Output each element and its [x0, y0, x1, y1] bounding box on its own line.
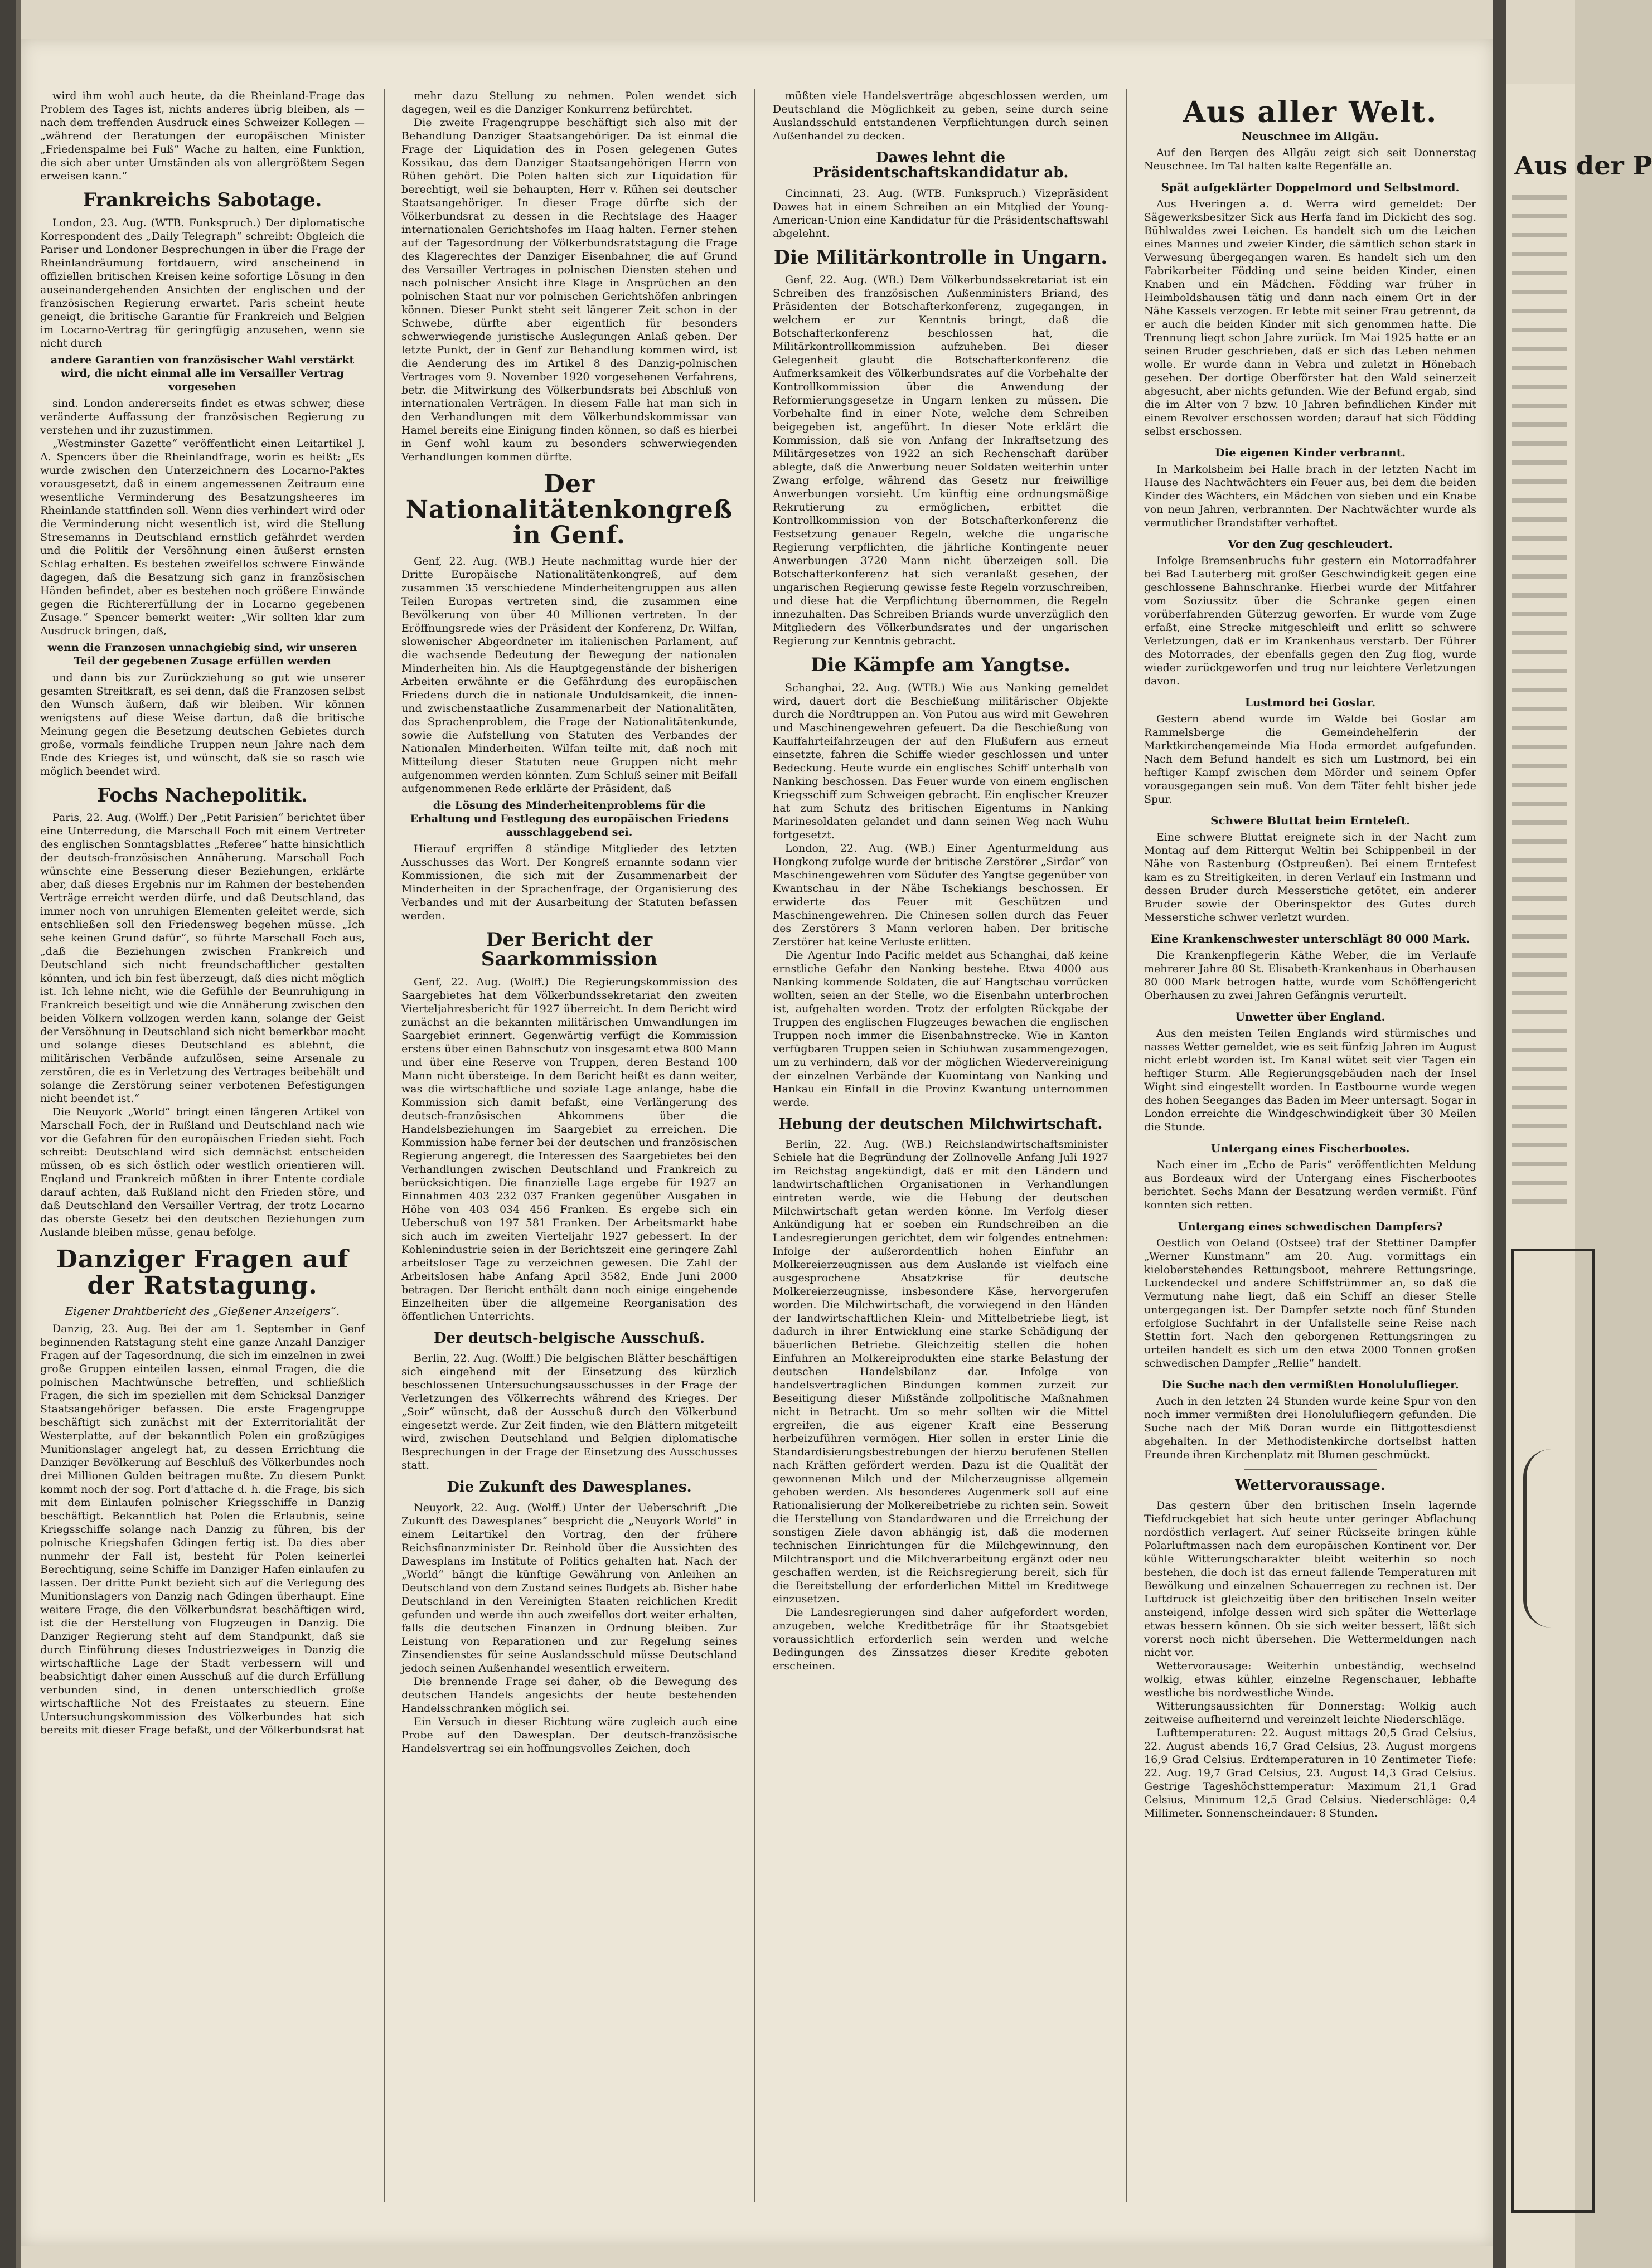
column-rule [754, 89, 755, 2202]
article-text: Neuyork, 22. Aug. (Wolff.) Unter der Ueberschrift „Die Zukunft des Dawesplanes“ bespricht die „Neuyork World“ in einem Leitartikel den Vortrag, den der frühere Reichsfinanzminister Dr. Reinhold über die Aussichten des Dawesplans im Institute of Politics gehalten hat. Nach der „World“ hängt die künftige Gewährung von Anleihen an Deutschland von dem Zustand seines Budgets ab. Bisher habe Deutschland in den Vereinigten Staaten reichlichen Kredit gefunden und werde ihn auch zweifellos dort weiter erhalten, falls die deutschen Finanzen in Ordnung bleiben. Zur Leistung von Reparationen und zur Regelung seines Zinsendienstes für seine Auslandsschuld müsse Deutschland jedoch seinen Außenhandel wesentlich erweitern. [401, 1501, 737, 1674]
article-text: London, 22. Aug. (WB.) Einer Agenturmeldung aus Hongkong zufolge wurde der britische Zerstörer „Sirdar“ von Maschinengewehren vom Südufer des Yangtse gegenüber von Kwantschau in der Nähe Tschekiangs beschossen. Er erwiderte das Feuer mit Geschützen und Maschinengewehren. Die Chinesen sollen durch das Feuer des Zerstörers 3 Mann verloren haben. Der britische Zerstörer hat keine Verluste erlitten. [773, 842, 1108, 948]
adjacent-page-fragment [1506, 84, 1652, 2268]
weather-text: Das gestern über den britischen Inseln lagernde Tiefdruckgebiet hat sich heute unter geringer Abflachung nordöstlich verlagert. Auf seiner Rückseite bringen kühle Polarluftmassen nach dem europäischen Kontinent vor. Der kühle Witterungscharakter bleibt weiterhin so noch bestehen, die doch ist das erneut fallende Temperaturen mit Bewölkung und einzelnen Schauerregen zu rechnen ist. Der Luftdruck ist gleichzeitig über den britischen Inseln weiter ansteigend, infolge dessen wird sich später die Wetterlage etwas bessern können. Ob sie sich weiter bessert, läßt sich vorerst noch nicht übersehen. Die Wettermeldungen nach nicht vor. [1144, 1499, 1476, 1659]
article-text: Paris, 22. Aug. (Wolff.) Der „Petit Parisien“ berichtet über eine Unterredung, die Marschall Foch mit einem Vertreter des englischen Sonntagsblattes „Referee“ hatte hinsichtlich der deutsch-französischen Annäherung. Marschall Foch wünschte eine Besserung dieser Beziehungen, erklärte aber, daß dieses Ergebnis nur im Rahmen der bestehenden Verträge erreicht werden dürfe, und daß Deutschland, das immer noch von unruhigen Elementen geleitet werde, sich entschließen soll den Friedensweg begehen müsse. „Ich sehe keinen Grund dafür“, so führte Marschall Foch aus, „daß die Beziehungen zwischen Frankreich und Deutschland sich nicht freundschaftlicher gestalten könnten, und ich bin fest überzeugt, daß dies nicht möglich ist. Ich lehne nicht, wie die Gefühle der Beunruhigung in Frankreich beseitigt und wie die Annäherung zwischen den beiden Völkern vollzogen werden kann, solange der Geist der Versöhnung in Deutschland sich nicht bemerkbar macht und solange dieses Deutschland es ablehnt, die militärischen Verbände aufzulösen, seine Arsenale zu zerstören, die es in Verletzung des Vertrages beibehält und solange die Zerstörung seiner verbotenen Befestigungen nicht beendet ist.“ [40, 812, 365, 1105]
article-text: Berlin, 22. Aug. (WB.) Reichslandwirtschaftsminister Schiele hat die Begründung der Zollnovelle Anfang Juli 1927 im Reichstag angekündigt, daß er mit den Ländern und landwirtschaftlichen Organisationen in Verhandlungen eintreten werde, wie die Hebung der deutschen Milchwirtschaft getan werden könne. Im Verfolg dieser Ankündigung hat er soeben ein Rundschreiben an die Landesregierungen gerichtet, dem wir folgendes entnehmen: Infolge der außerordentlich hohen Einfuhr an Molkereierzeugnissen aus dem Auslande ist vielfach eine ausgesprochene Absatzkrise für deutsche Molkereierzeugnisse, insbesondere Käse, hervorgerufen worden. Die Milchwirtschaft, die vorwiegend in den Händen der landwirtschaftlichen Klein- und Mittelbetriebe liegt, ist dadurch in ihrer Entwicklung eine starke Schädigung der bäuerlichen Betriebe. Gleichzeitig stellen die hohen Einfuhren an Molkereiprodukten eine starke Belastung der deutschen Handelsbilanz dar. Infolge von handelsvertraglichen Bindungen kommen zurzeit zur Beseitigung dieser Mißstände zollpolitische Maßnahmen nicht in Betracht. Um so mehr sollten wir die Mittel ergreifen, die aus eigener Kraft eine Besserung herbeizuführen vermögen. Hier sollen in erster Linie die Standardisierungsbestrebungen der hierzu berufenen Stellen nach Kräften gefördert werden. Dazu ist die Qualität der gewonnenen Milch und der Milcherzeugnisse allgemein gehoben werden. Als besonderes Augenmerk soll auf eine Rationalisierung der Molkereibetriebe zu richten sein. Soweit die Herstellung von Standardwaren und die Erreichung der sonstigen Ziele davon abhängig ist, daß die modernen technischen Einrichtungen für die Milchgewinnung, den Milchtransport und die Milchverarbeitung ergänzt oder neu geschaffen werden, ist die Reichsregierung bereit, sich für die Bereitstellung der erforderlichen Mittel im Kreditwege einzusetzen. [773, 1138, 1108, 1606]
article-text: sind. London andererseits findet es etwas schwer, diese veränderte Auffassung der französischen Regierung zu verstehen und ihr zuzustimmen. [40, 397, 365, 436]
news-item-heading: Schwere Bluttat beim Ernteleft. [1210, 814, 1410, 827]
article-text: Die Neuyork „World“ bringt einen längeren Artikel von Marschall Foch, der in Rußland und Deutschland nach wie vor die Gefahren für den europäischen Frieden sieht. Foch schreibt: Deutschland wird sich demnächst entscheiden müssen, ob es sich östlich oder westlich orientieren will. England und Frankreich müßten in ihrer Entente cordiale darauf achten, daß Rußland nicht den Frieden störe, und daß Deutschland den Versailler Vertrag, der trotz Locarno das oberste Gesetz bei den deutschen Beziehungen zum Auslande bleiben müsse, genau befolge. [40, 1106, 365, 1239]
article-text: Auf den Bergen des Allgäu zeigt sich seit Donnerstag Neuschnee. Im Tal halten kalte Regenfälle an. [1144, 147, 1476, 172]
weather-heading: Wettervoraussage. [1235, 1477, 1385, 1494]
column-4 [1144, 89, 1476, 2202]
article-headline: Hebung der deutschen Milchwirtschaft. [778, 1115, 1103, 1133]
section-banner: Aus aller Welt. [1183, 95, 1438, 129]
binding-edge [0, 0, 21, 2268]
article-headline: Danziger Fragen auf der Ratstagung. [56, 1245, 349, 1300]
news-item-heading: Spät aufgeklärter Doppelmord und Selbstmord. [1161, 181, 1460, 194]
article-text: Schanghai, 22. Aug. (WTB.) Wie aus Nanking gemeldet wird, dauert dort die Beschießung militärischer Objekte durch die Nordtruppen an. Von Putou aus wird mit Gewehren und Maschinengewehren gefeuert. Da die Beschießung von Kauffahrteifahrzeugen der auf den Flußufern aus erneut einsetzte, fahren die Schiffe wieder geschlossen und unter Bedeckung. Heute wurde ein englisches Schiff unterhalb von Nanking beschossen. Das Feuer wurde von einem englischen Kriegsschiff zum Schweigen gebracht. Ein englischer Kreuzer hat zum Schutz des britischen Eigentums in Nanking Marinesoldaten gelandet und dann seinen Weg nach Wuhu fortgesetzt. [773, 681, 1108, 841]
article-text: „Westminster Gazette“ veröffentlicht einen Leitartikel J. A. Spencers über die Rheinlandfrage, worin es heißt: „Es wurde zwischen den Unterzeichnern des Locarno-Paktes vorausgesetzt, daß in einem angemessenen Zeitraum eine wesentliche Verminderung des Besatzungsheeres im Rheinlande stattfinden soll. Wenn dies verhindert wird oder die Verminderung nicht wesentlich ist, wird die Stellung Stresemanns in Deutschland ernstlich gefährdet werden und die Politik der Versöhnung einen äußerst ernsten Schlag erhalten. Es bestehen zweifellos schwere Einwände dagegen, daß die Besatzung sich ganz in französischen Händen befindet, aber es bestehen noch größere Einwände gegen die Richtererfüllung der in Locarno gegebenen Zusage.“ Spencer bemerkt weiter: „Wir sollten klar zum Ausdruck bringen, daß, [40, 437, 365, 637]
article-text: London, 23. Aug. (WTB. Funkspruch.) Der diplomatische Korrespondent des „Daily Telegraph“ schreibt: Obgleich die Pariser und Londoner Besprechungen in über die Frage der Rheinlandräumung fortdauern, wird anscheinend in offiziellen britischen Kreisen keine sofortige Lösung in den auseinandergehenden Ansichten der englischen und der französischen Regierung erwartet. Paris scheint heute geneigt, die britische Garantie für Frankreich und Belgien im Locarno-Vertrag für geringfügig anzusehen, wenn sie nicht durch [40, 216, 365, 349]
article-text: Auch in den letzten 24 Stunden wurde keine Spur von den noch immer vermißten drei Honolulufliegern gefunden. Die Suche nach der Miß Doran wurde ein Bittgottesdienst abgehalten. In der Methodistenkirche dortselbst hatten Freunde ihren Kirchenplatz mit Blumen geschmückt. [1144, 1395, 1476, 1461]
news-item-heading: Unwetter über England. [1235, 1010, 1385, 1023]
article-text: Genf, 22. Aug. (WB.) Dem Völkerbundssekretariat ist ein Schreiben des französischen Außenministers Briand, des Präsidenten der Botschafterkonferenz, zugegangen, in welchem er zur Kenntnis bringt, daß die Botschafterkonferenz beschlossen hat, die Militärkontrollkommission aufzuheben. Bei dieser Gelegenheit glaubt die Botschafterkonferenz die Aufmerksamkeit des Völkerbundsrates auf die Vorbehalte der Kontrollkommission über die Anwendung der Reformierungsgesetze in Ungarn lenken zu müssen. Die Vorbehalte find in einer Note, welche dem Schreiben beigegeben ist, angeführt. In dieser Note erklärt die Kommission, daß sie von Anfang der Inkraftsetzung des Militärgesetzes von 1922 an sich Rechenschaft darüber ablegte, daß die Anwerbung neuer Soldaten weiterhin unter Zwang erfolge, während das Gesetz nur freiwillige Anwerbungen vorsieht. Um künftig eine ordnungsmäßige Rekrutierung zu ermöglichen, erbittet die Kontrollkommission von der Botschafterkonferenz die Festsetzung genauer Regeln, welche die ungarische Regierung verpflichten, die jährliche Kontingente neuer Anwerbungen 3720 Mann nicht überzeigen soll. Die Botschafterkonferenz hat sich veranlaßt gesehen, der ungarischen Regierung gewisse feste Regeln vorzuschreiben, und diese hat die Verpflichtung übernommen, die Regeln innezuhalten. Das Schreiben Briands wurde unverzüglich den Mitgliedern des Völkerbundsrates und der ungarischen Regierung zur Kenntnis gebracht. [773, 274, 1108, 648]
news-item-heading: Die Suche nach den vermißten Honoluluflieger. [1161, 1378, 1459, 1391]
news-item-heading: Die eigenen Kinder verbrannt. [1215, 446, 1406, 459]
emphasis-line: andere Garantien von französischer Wahl verstärkt wird, die nicht einmal alle im Versailler Vertrag vorgesehen [50, 353, 355, 393]
article-headline: Frankreichs Sabotage. [83, 189, 322, 211]
article-text: Genf, 22. Aug. (Wolff.) Die Regierungskommission des Saargebietes hat dem Völkerbundssekretariat den zweiten Vierteljahresbericht für 1927 überreicht. In dem Bericht wird zunächst an die bekannten militärischen Umwandlungen im Saargebiet erinnert. Gegenwärtig verfügt die Kommission erstens über einen Bahnschutz von insgesamt etwa 800 Mann und über eine Reserve von Truppen, deren Bestand 100 Mann nicht übersteige. In dem Bericht heißt es dann weiter, was die wirtschaftliche und soziale Lage anlange, habe die Kommission sich damit befaßt, eine Verlängerung des deutsch-französischen Abkommens über die Handelsbeziehungen im Saargebiet zu erreichen. Die Kommission habe ferner bei der deutschen und französischen Regierung angeregt, die Interessen des Saargebietes bei den Verhandlungen zwischen Deutschland und Frankreich zu berücksichtigen. Die finanzielle Lage ergebe für 1927 an Einnahmen 403 232 037 Franken gegenüber Ausgaben in Höhe von 403 034 456 Franken. Es ergebe sich ein Ueberschuß von 197 581 Franken. Der Arbeitsmarkt habe sich auch im zweiten Vierteljahr 1927 gebessert. In der Kohlenindustrie seien in der Berichtszeit eine geringere Zahl arbeitsloser Tage zu verzeichnen gewesen. Die Zahl der Arbeitslosen habe Anfang April 3582, Ende Juni 2000 betragen. Der Bericht enthält dann noch einige eingehende Einzelheiten über die allgemeine Reorganisation des öffentlichen Unterrichts. [401, 975, 737, 1323]
adjacent-page-ad-frame [1511, 1249, 1595, 2213]
article-text: Eine schwere Bluttat ereignete sich in der Nacht zum Montag auf dem Rittergut Weltin bei Schippenbeil in der Nähe von Rastenburg (Ostpreußen). Bei einem Erntefest kam es zu Streitigkeiten, in deren Verlauf ein Instmann und dessen Bruder durch Messerstiche getötet, ein anderer Bruder sowie der Oberinspektor des Gutes durch Messerstiche schwer verletzt wurden. [1144, 831, 1476, 924]
article-text: Aus Hveringen a. d. Werra wird gemeldet: Der Sägewerksbesitzer Sick aus Herfa fand im Dickicht des sog. Bühlwaldes zwei Leichen. Es handelt sich um die Leichen eines Mannes und zweier Kinder, die sämtlich schon stark in Verwesung übergegangen waren. Es handelt sich um den Fabrikarbeiter Födding und seine beiden Kinder, einen Knaben und ein Mädchen. Födding war früher in Heimboldshausen tätig und dann nach einem Ort in der Nähe Kassels verzogen. Er lebte mit seiner Frau getrennt, da er auch die beiden Kinder mit sich genommen hatte. Die Trennung liegt schon Jahre zurück. Im Mai 1925 hatte er an seinen Bruder geschrieben, daß er sich das Leben nehmen wolle. Er wurde dann in Vebra und zuletzt in Hönebach gesehen. Der dortige Oberförster hat den Wald seinerzeit abgesucht, aber nichts gefunden. Wie der Befund ergab, sind die im Alter von 7 bzw. 10 Jahren befindlichen Kinder mit einem Revolver erschossen worden; darauf hat sich Födding selbst erschossen. [1144, 198, 1476, 438]
news-item-heading: Lustmord bei Goslar. [1244, 696, 1376, 709]
article-text: Die Krankenpflegerin Käthe Weber, die im Verlaufe mehrerer Jahre 80 St. Elisabeth-Krankenhaus in Oberhausen 80 000 Mark betrogen hatte, wurde vom Schöffengericht Oberhausen zu zwei Jahren Gefängnis verurteilt. [1144, 949, 1476, 1002]
divider [1244, 1469, 1377, 1470]
news-item-heading: Neuschnee im Allgäu. [1242, 129, 1379, 143]
adjacent-page-illustration [1523, 1449, 1577, 1628]
column-2 [401, 89, 737, 2202]
column-3 [773, 89, 1108, 2202]
news-item-heading: Untergang eines Fischerbootes. [1210, 1142, 1410, 1155]
article-subline: Eigener Drahtbericht des „Gießener Anzeigers“. [65, 1304, 340, 1318]
article-text: Die Landesregierungen sind daher aufgefordert worden, anzugeben, welche Kreditbeträge für ihr Staatsgebiet voraussichtlich erforderlich sein werden und welche Bedingungen des Zinssatzes dieser Kredite geboten erscheinen. [773, 1606, 1108, 1673]
article-text: Nach einer im „Echo de Paris“ veröffentlichten Meldung aus Bordeaux wird der Untergang eines Fischerbootes berichtet. Sechs Mann der Besatzung werden vermißt. Fünf konnten sich retten. [1144, 1159, 1476, 1211]
news-item-heading: Untergang eines schwedischen Dampfers? [1178, 1220, 1443, 1233]
news-item-heading: Eine Krankenschwester unterschlägt 80 000 Mark. [1150, 932, 1470, 945]
article-text: Hierauf ergriffen 8 ständige Mitglieder des letzten Ausschusses das Wort. Der Kongreß ernannte sodann vier Kommissionen, die sich mit der Zusammenarbeit der Minderheiten in der Sprachenfrage, der Organisierung des Verbandes und mit der Ausarbeitung der Statuten befassen werden. [401, 842, 737, 922]
emphasis-line: wenn die Franzosen unnachgiebig sind, wir unseren Teil der gegebenen Zusage erfüllen werden [47, 641, 357, 667]
article-headline: Dawes lehnt die Präsidentschaftskandidatur ab. [812, 149, 1069, 182]
article-text: Cincinnati, 23. Aug. (WTB. Funkspruch.) Vizepräsident Dawes hat in einem Schreiben an ein Mitglied der Young-American-Union eine Kandidatur für die Präsidentschaftswahl abgelehnt. [773, 187, 1108, 240]
article-text: Oestlich von Oeland (Ostsee) traf der Stettiner Dampfer „Werner Kunstmann“ am 20. Aug. vormittags ein kieloberstehendes Rettungsboot, mehrere Rettungsringe, Luckendeckel und andere Schiffstrümmer an, so daß die Vermutung nahe liegt, daß ein Schiff an dieser Stelle untergegangen ist. Der Dampfer setzte noch fünf Stunden erfolglose Suchfahrt in der Unfallstelle seine Reise nach Stettin fort. Nach den geborgenen Rettungsringen zu urteilen handelt es sich um den etwa 2000 Tonnen großen schwedischen Dampfer „Rellie“ handelt. [1144, 1237, 1476, 1369]
weather-text: Wettervorausage: Weiterhin unbeständig, wechselnd wolkig, etwas kühler, einzelne Regenschauer, lebhafte westliche bis nordwestliche Winde. [1144, 1660, 1476, 1699]
article-headline: Die Kämpfe am Yangtse. [811, 654, 1070, 677]
article-text: Gestern abend wurde im Walde bei Goslar am Rammelsberge die Gemeindehelferin der Marktkirchengemeinde Mia Hoda ermordet aufgefunden. Nach dem Befund handelt es sich um Lustmord, bei ein heftiger Kampf zwischen dem Mörder und seinem Opfer vorausgegangen sein muß. Von dem Täter fehlt bisher jede Spur. [1144, 713, 1476, 805]
article-headline: Die Militärkontrolle in Ungarn. [773, 246, 1108, 269]
news-item-heading: Vor den Zug geschleudert. [1228, 537, 1393, 551]
article-text: Danzig, 23. Aug. Bei der am 1. September in Genf beginnenden Ratstagung steht eine ganze Anzahl Danziger Fragen auf der Tagesordnung, die sich im einzelnen in zwei große Gruppen einteilen lassen, einmal Fragen, die die polnischen Machtwünsche betreffen, und schließlich Fragen, die sich im speziellen mit dem Schicksal Danziger Staatsangehöriger befassen. Die erste Fragengruppe beschäftigt sich zunächst mit der Exterritorialität der Westerplatte, auf der bekanntlich Polen ein großzügiges Munitionslager angelegt hat, zu dessen Errichtung die Danziger Bevölkerung auf Beschluß des Völkerbundes noch drei Millionen Gulden beitragen mußte. Zu diesem Punkt kommt noch der sog. Port d'attache d. h. die Frage, bis sich mit dem Einlaufen polnischer Kriegsschiffe in Danzig beschäftigt. Bekanntlich hat Polen die Erlaubnis, seine Kriegsschiffe solange nach Danzig zu führen, bis der polnische Kriegshafen Gdingen fertig ist. Da dies aber nunmehr der Fall ist, besteht für Polen keinerlei Berechtigung, seine Schiffe im Danziger Hafen einlaufen zu lassen. Der dritte Punkt bezieht sich auf die Verlegung des Munitionslagers von Danzig nach Gdingen überhaupt. Eine weitere Frage, die den Völkerbundsrat beschäftigen wird, ist die der Herstellung von Flugzeugen in Danzig. Die Danziger Regierung steht auf dem Standpunkt, daß sie durch Einführung dieses Industriezweiges in Danzig die wirtschaftliche Lage der Stadt verbessern will und beabsichtigt daher einen Ausschuß auf die durch Erfüllung verbunden sind, in denen unterschiedlich große wirtschaftliche Not des Freistaates zu steuern. Eine Untersuchungskommission des Völkerbundes hat sich bereits mit dieser Frage befaßt, und der Völkerbundsrat hat [40, 1322, 365, 1736]
column-rule [384, 89, 385, 2202]
article-text: Genf, 22. Aug. (WB.) Heute nachmittag wurde hier der Dritte Europäische Nationalitätenkongreß, auf dem zusammen 35 verschiedene Minderheitengruppen aus allen Teilen Europas vertreten sind, die zusammen eine Bevölkerung von über 40 Millionen vertreten. In der Eröffnungsrede wies der Präsident der Konferenz, Dr. Wilfan, slowenischer Abgeordneter im italienischen Parlament, auf die wachsende Bedeutung der Bewegung der nationalen Minderheiten hin. Als die Hauptgegenstände der bisherigen Arbeiten erwähnte er die Gefährdung des europäischen Friedens durch die in nationale Unduldsamkeit, die innen- und zwischenstaatliche Zusammenarbeit der Nationalitäten, das Sprachenproblem, die Frage der Nationalitätenkunde, sowie die Aufstellung von Statuten des Verbandes der Nationalen Minderheiten. Wilfan teilte mit, daß noch mit Mitteilung dieser Statuten neue Gruppen nicht mehr aufgenommen werden könnten. Zum Schluß seiner mit Beifall aufgenommenen Rede erklärte der Präsident, daß [401, 555, 737, 795]
article-text: Die zweite Fragengruppe beschäftigt sich also mit der Behandlung Danziger Staatsangehöriger. Da ist einmal die Frage der Liquidation des in Posen gelegenen Gutes Kossikau, das dem Danziger Staatsangehörigen Herrn von Rühen gehört. Die Polen halten sich zur Liquidation für berechtigt, weil sie behaupten, Herr v. Rühen sei deutscher Staatsangehöriger. In dieser Frage dürfte sich der Völkerbundsrat zu dessen in die Rechtslage des Haager internationalen Gerichtshofes im Haag halten. Ferner stehen auf der Tagesordnung der Völkerbundsratstagung die Frage des Klagerechtes der Danziger Eisenbahner, die auf Grund des Versailler Vertrages in polnischen Diensten stehen und nach polnischer Ansicht ihre Klage in Ansprüchen an den polnischen Staat nur vor polnischen Gerichtshöfen anbringen können. Dieser Punkt steht seit längerer Zeit schon in der Schwebe, dürfte aber eigentlich für besonders schwerwiegende juristische Auslegungen Anlaß geben. Der letzte Punkt, der in Genf zur Behandlung kommen wird, ist die Aenderung des im Artikel 8 des Danzig-polnischen Vertrages vom 9. November 1920 vorgesehenen Verfahrens, betr. die Mitwirkung des Völkerbundsrats bei Abschluß von internationalen Verträgen. In diesem Falle hat man sich in den Verhandlungen mit dem Völkerbundskommissar van Hamel bereits eine Einigung finden können, so daß es hierbei in Genf wohl kaum zu besonders schwerwiegenden Verhandlungen kommen dürfte. [401, 116, 737, 463]
article-headline: Fochs Nachepolitik. [97, 784, 308, 807]
article-headline: Der Nationalitätenkongreß in Genf. [405, 470, 733, 550]
article-text: mehr dazu Stellung zu nehmen. Polen wendet sich dagegen, weil es die Danziger Konkurrenz befürchtet. [401, 90, 737, 115]
emphasis-line: die Lösung des Minderheitenproblems für die Erhaltung und Festlegung des europäischen Friedens ausschlaggebend sei. [410, 799, 729, 838]
article-text: Die Agentur Indo Pacific meldet aus Schanghai, daß keine ernstliche Gefahr den Nanking bestehe. Etwa 4000 aus Nanking kommende Soldaten, die auf Hangtschau vorrücken wollten, seien an der Stelle, wo die Eisenbahn unterbrochen ist, aufgehalten worden. Trotz der erfolgten Rückgabe der Truppen des englischen Flugzeuges bewachen die englischen Truppen noch immer die Eisenbahnstrecke. Wie in Kanton verfügbaren Truppen seien in Schiuhwan zusammengezogen, um zu verhindern, daß vor der möglichen Wiedervereinigung der einzelnen Verbände der Kuomintang von Nanking und Hankau ein Einfall in die Provinz Kwantung unternommen werde. [773, 949, 1108, 1109]
article-text: Berlin, 22. Aug. (Wolff.) Die belgischen Blätter beschäftigen sich eingehend mit der Einsetzung des kürzlich beschlossenen Untersuchungsausschusses in der Frage der Verletzungen des Völkerrechts während des Krieges. Der „Soir“ wünscht, daß der Ausschuß durch den Völkerbund eingesetzt werde. Zur Zeit finden, wie den Blättern mitgeteilt wird, zwischen Deutschland und Belgien diplomatische Besprechungen in der Frage der Einsetzung des Ausschusses statt. [401, 1352, 737, 1472]
column-rule [1126, 89, 1127, 2202]
article-text: und dann bis zur Zurückziehung so gut wie unserer gesamten Streitkraft, es sei denn, daß die Franzosen selbst den Wunsch äußern, daß wir bleiben. Wir können wenigstens auf diese Weise dartun, daß die britische Meinung gegen die Besetzung deutschen Gebietes durch große, vormals feindliche Truppen neun Jahre nach dem Ende des Krieges ist, und wünscht, daß sie so rasch wie möglich beendet wird. [40, 671, 365, 778]
article-headline: Die Zukunft des Dawesplanes. [447, 1479, 692, 1496]
adjacent-page-heading: Aus der P [1514, 150, 1652, 181]
weather-text: Witterungsaussichten für Donnerstag: Wolkig auch zeitweise aufheiternd und vereinzelt leichte Niederschläge. [1144, 1700, 1476, 1726]
article-text: müßten viele Handelsverträge abgeschlossen werden, um Deutschland die Möglichkeit zu geben, seine durch seine Auslandsschuld entstandenen Verpflichtungen durch seinen Außenhandel zu decken. [773, 90, 1108, 142]
article-text: Aus den meisten Teilen Englands wird stürmisches und nasses Wetter gemeldet, wie es seit fünfzig Jahren im August nicht erlebt worden ist. Im Kanal wütet seit vier Tagen ein heftiger Sturm. Alle Regierungsgebäuden nach der Insel Wight sind eingestellt worden. In Eastbourne wurde wegen des hohen Seeganges das Baden im Meer untersagt. Sogar in London erreichte die Windgeschwindigkeit über 30 Meilen die Stunde. [1144, 1027, 1476, 1133]
article-text: Infolge Bremsenbruchs fuhr gestern ein Motorradfahrer bei Bad Lauterberg mit großer Geschwindigkeit gegen eine geschlossene Bahnschranke. Hierbei wurde der Mitfahrer vom Soziussitz über die Schranke gegen einen vorüberfahrenden Güterzug geworfen. Er wurde vom Zuge erfaßt, eine Strecke mitgeschleift und erlitt so schwere Verletzungen, daß er im Krankenhaus verstarb. Der Führer des Motorrades, der ebenfalls gegen den Zug flog, wurde wieder zurückgeworfen und trug nur leichtere Verletzungen davon. [1144, 555, 1476, 687]
article-text: wird ihm wohl auch heute, da die Rheinland-Frage das Problem des Tages ist, nichts anderes übrig bleiben, als — nach dem treffenden Ausdruck eines Schweizer Kollegen — „während der Beratungen der europäischen Minister „Friedenspalme bei Fuß“ Wache zu halten, eine Funktion, die sich aber unter Umständen als von allergrößtem Segen erweisen kann.“ [40, 90, 365, 182]
weather-text: Lufttemperaturen: 22. August mittags 20,5 Grad Celsius, 22. August abends 16,7 Grad Celsius, 23. August morgens 16,9 Grad Celsius. Erdtemperaturen in 10 Zentimeter Tiefe: 22. Aug. 19,7 Grad Celsius, 23. August 14,3 Grad Celsius. Gestrige Tageshöchsttemperatur: Maximum 21,1 Grad Celsius, Minimum 12,5 Grad Celsius. Niederschläge: 0,4 Millimeter. Sonnenscheindauer: 8 Stunden. [1144, 1727, 1476, 1820]
adjacent-page-text [1506, 195, 1575, 1204]
article-text: Die brennende Frage sei daher, ob die Bewegung des deutschen Handels angesichts der heute bestehenden Handelsschranken möglich sei. [401, 1675, 737, 1715]
article-headline: Der deutsch-belgische Ausschuß. [433, 1329, 705, 1347]
column-1 [40, 89, 365, 2202]
article-headline: Der Bericht der Saarkommission [481, 928, 658, 971]
article-text: In Markolsheim bei Halle brach in der letzten Nacht im Hause des Nachtwächters ein Feuer aus, bei dem die beiden Kinder des Wächters, ein Mädchen von sieben und ein Knabe von neun Jahren, verbrannten. Der Nachtwächter wurde als vermutlicher Brandstifter verhaftet. [1144, 463, 1476, 529]
page-gutter [1493, 0, 1506, 2268]
article-text: Ein Versuch in dieser Richtung wäre zugleich auch eine Probe auf den Dawesplan. Der deutsch-französische Handelsvertrag sei ein hoffnungsvolles Zeichen, doch [401, 1715, 737, 1755]
